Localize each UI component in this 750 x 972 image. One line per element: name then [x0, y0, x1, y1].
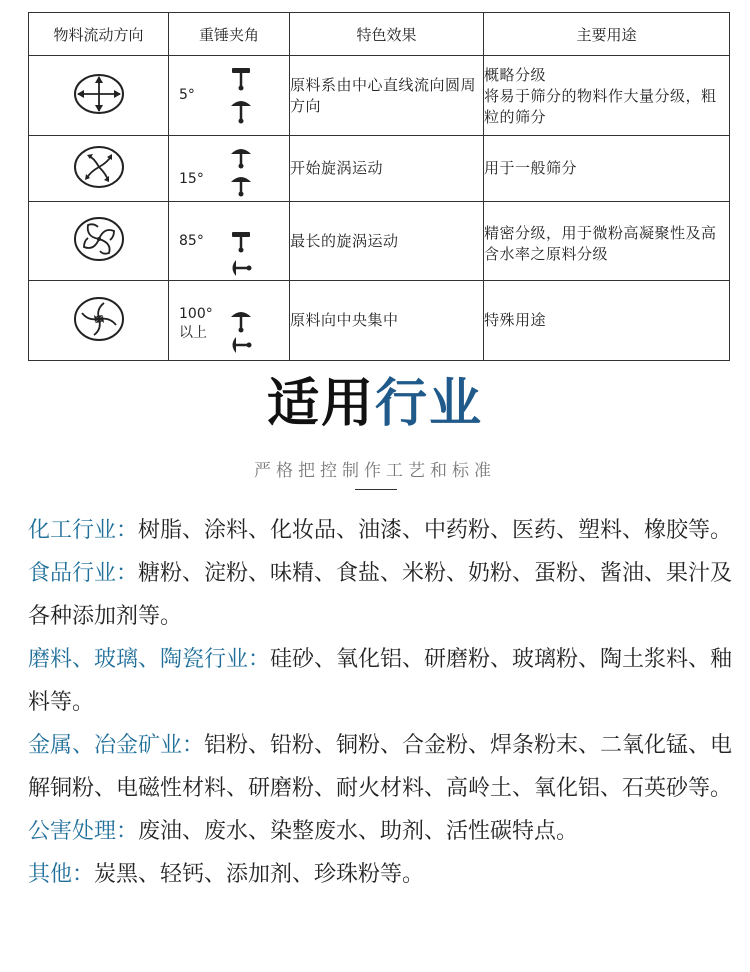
industry-item	[28, 853, 734, 896]
section-subtitle: 严格把控制作工艺和标准	[254, 461, 496, 481]
flow-cell	[29, 281, 169, 361]
table-row	[29, 56, 730, 136]
angle-cell	[169, 136, 290, 202]
table-row	[29, 281, 730, 361]
industry-list	[28, 509, 734, 896]
header-main-use: 主要用途	[484, 13, 730, 56]
industry-label: 公害处理：	[28, 819, 139, 844]
industry-label: 金属、冶金矿业：	[28, 733, 205, 758]
strong-vortex-flow-icon	[72, 215, 126, 263]
section-title-blue: 行业	[375, 374, 484, 434]
industry-text: 树脂、涂料、化妆品、油漆、中药粉、医药、塑料、橡胶等。	[138, 518, 733, 543]
vibration-motion-table	[28, 12, 730, 361]
industry-label: 食品行业：	[28, 561, 139, 586]
table-row	[29, 202, 730, 281]
effect-text: 原料系由中心直线流向圆周方向	[290, 75, 477, 115]
use-cell	[484, 281, 730, 361]
use-cell	[484, 202, 730, 281]
industry-text: 硅砂、氧化铝、研磨粉、玻璃粉、陶土浆料、釉料等。	[28, 647, 733, 715]
hammer-position-icon	[227, 202, 257, 281]
flow-cell	[29, 56, 169, 136]
effect-cell	[290, 202, 484, 281]
use-cell	[484, 136, 730, 202]
effect-cell	[290, 281, 484, 361]
use-text: 用于一般筛分	[484, 159, 578, 177]
angle-value-suffix: 以上	[179, 325, 207, 341]
angle-value: 15°	[179, 171, 204, 187]
effect-text: 开始旋涡运动	[290, 159, 384, 177]
flow-cell	[29, 136, 169, 202]
angle-value: 85°	[179, 233, 204, 249]
effect-text: 原料向中央集中	[290, 311, 399, 329]
industry-label: 化工行业：	[28, 518, 139, 543]
use-text: 精密分级，用于微粉高凝聚性及高含水率之原料分级	[484, 224, 717, 263]
industry-text: 废油、废水、染整废水、助剂、活性碳特点。	[138, 819, 579, 844]
industry-item	[28, 810, 734, 853]
use-text: 特殊用途	[484, 311, 547, 329]
effect-cell	[290, 136, 484, 202]
industry-text: 铝粉、铅粉、铜粉、合金粉、焊条粉末、二氧化锰、电解铜粉、电磁性材料、研磨粉、耐火材料、高岭土、氧化铝、石英砂等。	[28, 733, 733, 801]
use-cell	[484, 56, 730, 136]
effect-cell	[290, 56, 484, 136]
header-flow-direction: 物料流动方向	[29, 13, 169, 56]
industry-label: 磨料、玻璃、陶瓷行业：	[28, 647, 271, 672]
header-feature-effect: 特色效果	[290, 13, 484, 56]
industry-item	[28, 509, 734, 552]
angle-cell	[169, 202, 290, 281]
angle-cell	[169, 281, 290, 361]
hammer-position-icon	[227, 281, 257, 361]
cross-arrows-flow-icon	[72, 72, 126, 116]
use-text: 概略分级	[484, 66, 547, 84]
section-divider	[355, 489, 397, 490]
angle-value: 5°	[179, 87, 195, 103]
section-title	[0, 372, 750, 436]
table-header-row	[29, 13, 730, 56]
effect-text: 最长的旋涡运动	[290, 231, 399, 250]
industry-text: 炭黑、轻钙、添加剂、珍珠粉等。	[94, 862, 425, 887]
hammer-position-icon	[227, 136, 257, 202]
industry-item	[28, 638, 734, 724]
industry-label: 其他：	[28, 862, 95, 887]
flow-cell	[29, 202, 169, 281]
industry-text: 糖粉、淀粉、味精、食盐、米粉、奶粉、蛋粉、酱油、果汁及各种添加剂等。	[28, 561, 733, 629]
hammer-position-icon	[227, 56, 257, 136]
use-text: 将易于筛分的物料作大量分级，粗粒的筛分	[484, 87, 717, 126]
industry-item	[28, 724, 734, 810]
center-converge-flow-icon	[72, 295, 126, 343]
angle-value: 100°	[179, 306, 213, 322]
angle-cell	[169, 56, 290, 136]
light-vortex-flow-icon	[72, 144, 126, 190]
section-title-dark: 适用	[266, 374, 375, 434]
header-hammer-angle: 重锤夹角	[169, 13, 290, 56]
industry-item	[28, 552, 734, 638]
table-row	[29, 136, 730, 202]
